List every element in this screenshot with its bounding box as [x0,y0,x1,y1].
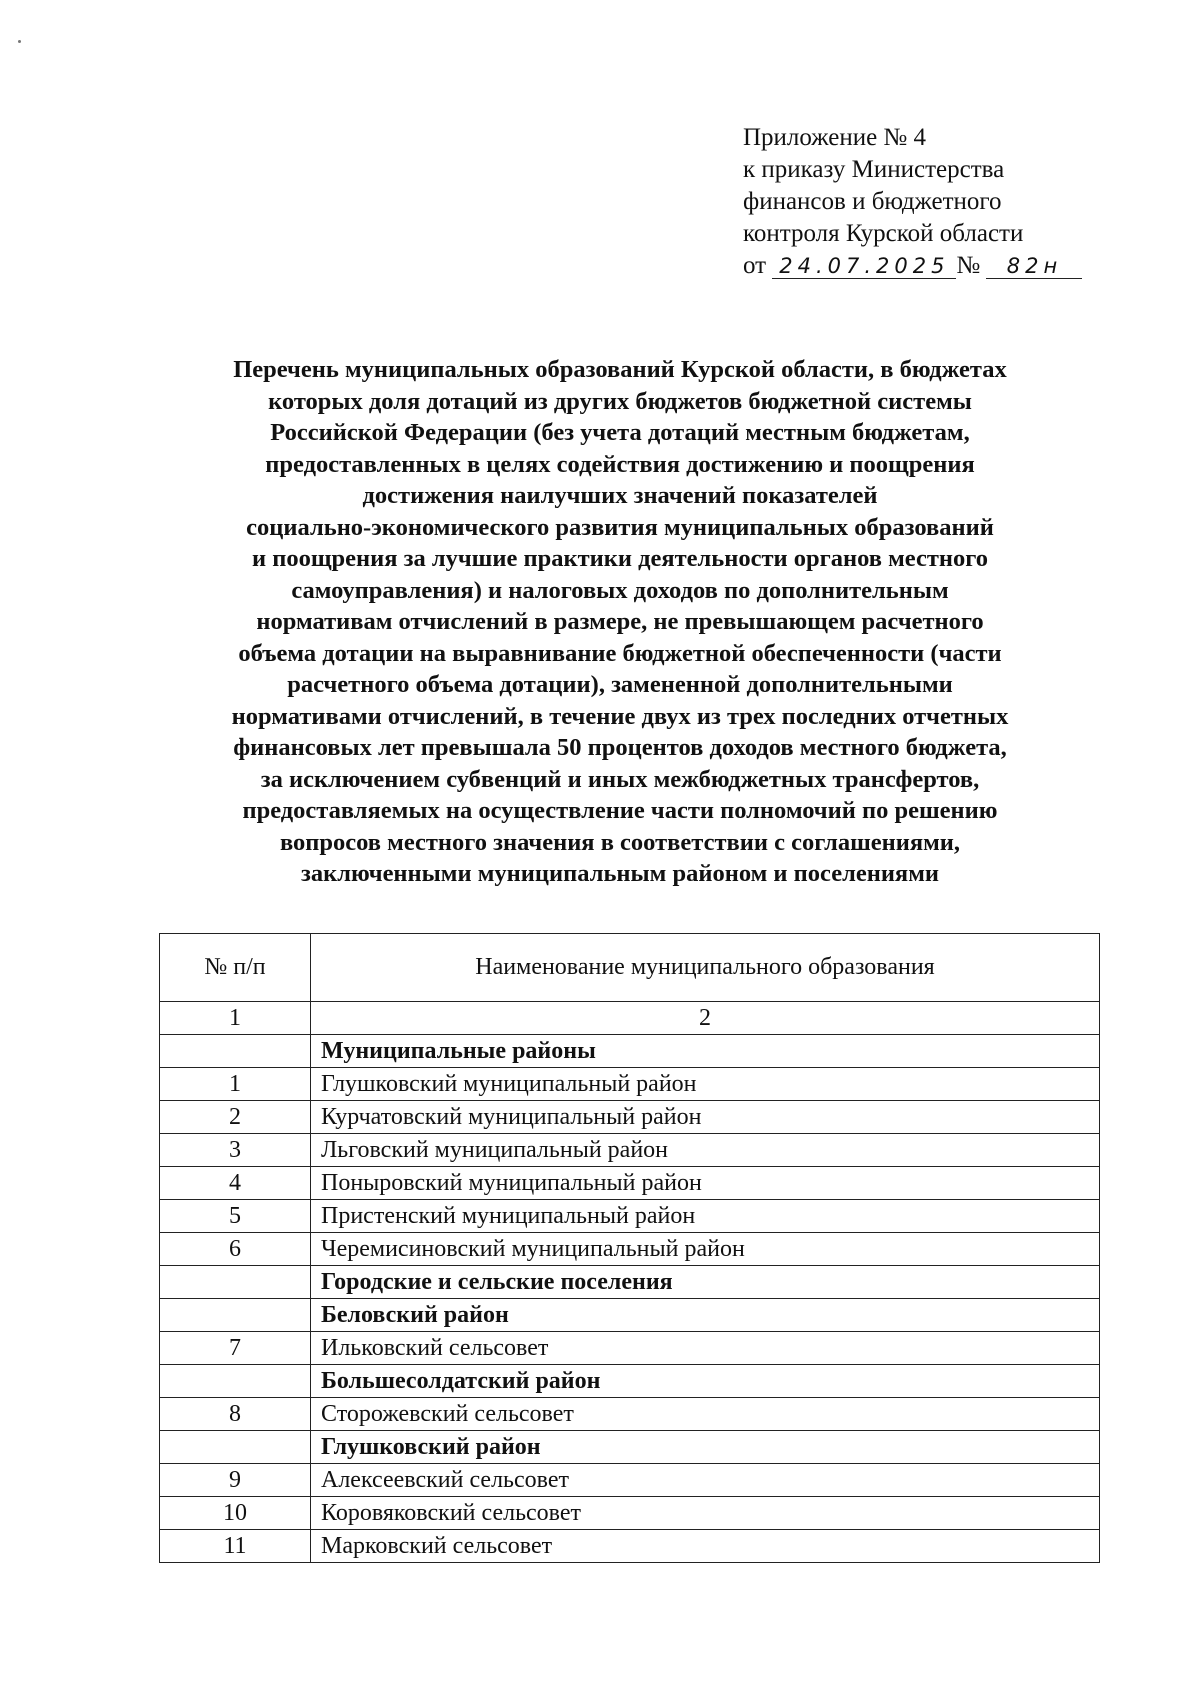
municipality-name: Черемисиновский муниципальный район [311,1233,1100,1266]
table-row [160,1497,1100,1530]
section-header-row [160,1266,1100,1299]
municipality-name: Пристенский муниципальный район [311,1200,1100,1233]
section-title: Муниципальные районы [311,1035,1100,1068]
municipalities-table [159,933,1100,1563]
column-number-row [160,1002,1100,1035]
column-number-2: 2 [311,1002,1100,1035]
header-number: № п/п [160,934,311,1002]
row-number: 11 [160,1530,311,1563]
row-number: 7 [160,1332,311,1365]
title-line: предоставленных в целях содействия достижению и поощрения [265,450,975,478]
title-line: за исключением субвенций и иных межбюджетных трансфертов, [260,765,980,793]
section-title: Городские и сельские поселения [311,1266,1100,1299]
document-title [150,354,1090,890]
title-line: вопросов местного значения в соответствии с соглашениями, [279,828,961,856]
title-line: финансовых лет превышала 50 процентов доходов местного бюджета, [233,734,1007,761]
table-row [160,1134,1100,1167]
appendix-date-line [743,250,1082,282]
section-title: Глушковский район [311,1431,1100,1464]
row-number [160,1035,311,1068]
municipality-name: Сторожевский сельсовет [311,1398,1100,1431]
title-line: самоуправления) и налоговых доходов по дополнительным [291,576,949,604]
appendix-header [743,122,1082,282]
row-number [160,1365,311,1398]
title-line: Перечень муниципальных образований Курской области, в бюджетах [233,356,1007,383]
header-name: Наименование муниципального образования [311,934,1100,1002]
date-prefix: от [743,252,767,279]
table-row [160,1101,1100,1134]
row-number [160,1431,311,1464]
table-row [160,1332,1100,1365]
title-line: социально-экономического развития муниципальных образований [246,513,994,541]
table-row [160,1398,1100,1431]
row-number [160,1299,311,1332]
municipality-name: Курчатовский муниципальный район [311,1101,1100,1134]
number-sign: № [956,252,981,279]
table-row [160,1233,1100,1266]
row-number [160,1266,311,1299]
municipality-name: Марковский сельсовет [311,1530,1100,1563]
appendix-region-line: контроля Курской области [743,220,1024,247]
municipality-name: Коровяковский сельсовет [311,1497,1100,1530]
row-number: 6 [160,1233,311,1266]
row-number: 9 [160,1464,311,1497]
table-row [160,1068,1100,1101]
section-header-row [160,1035,1100,1068]
title-line: нормативам отчислений в размере, не превышающем расчетного [256,608,984,635]
appendix-title: Приложение № 4 [743,124,927,151]
title-line: нормативами отчислений, в течение двух из трех последних отчетных [231,702,1009,730]
municipality-name: Глушковский муниципальный район [311,1068,1100,1101]
row-number: 5 [160,1200,311,1233]
section-header-row [160,1431,1100,1464]
table-row [160,1200,1100,1233]
row-number: 4 [160,1167,311,1200]
table-row [160,1530,1100,1563]
title-line: и поощрения за лучшие практики деятельности органов местного [251,545,989,572]
title-line: Российской Федерации (без учета дотаций местным бюджетам, [270,419,970,446]
row-number: 3 [160,1134,311,1167]
municipality-name: Алексеевский сельсовет [311,1464,1100,1497]
table-header-row [160,934,1100,1002]
handwritten-date: 24.07.2025 [772,254,956,279]
row-number: 2 [160,1101,311,1134]
title-line: заключенными муниципальным районом и поселениями [301,860,939,887]
section-header-row [160,1299,1100,1332]
table-row [160,1464,1100,1497]
appendix-order-ref: к приказу Министерства [743,156,1005,183]
scan-speck [18,40,21,43]
row-number: 1 [160,1068,311,1101]
column-number-1: 1 [160,1002,311,1035]
table-row [160,1167,1100,1200]
municipality-name: Поныровский муниципальный район [311,1167,1100,1200]
row-number: 8 [160,1398,311,1431]
title-line: расчетного объема дотации), замененной дополнительными [287,671,953,698]
section-title: Беловский район [311,1299,1100,1332]
title-line: предоставляемых на осуществление части полномочий по решению [242,797,998,824]
municipality-name: Ильковский сельсовет [311,1332,1100,1365]
municipality-name: Льговский муниципальный район [311,1134,1100,1167]
title-line: которых доля дотаций из других бюджетов бюджетной системы [268,387,972,415]
row-number: 10 [160,1497,311,1530]
title-line: объема дотации на выравнивание бюджетной обеспеченности (части [238,639,1002,667]
section-title: Большесолдатский район [311,1365,1100,1398]
appendix-ministry-line: финансов и бюджетного [743,188,1002,215]
handwritten-number: 82н [986,254,1082,279]
section-header-row [160,1365,1100,1398]
title-line: достижения наилучших значений показателей [362,482,878,509]
